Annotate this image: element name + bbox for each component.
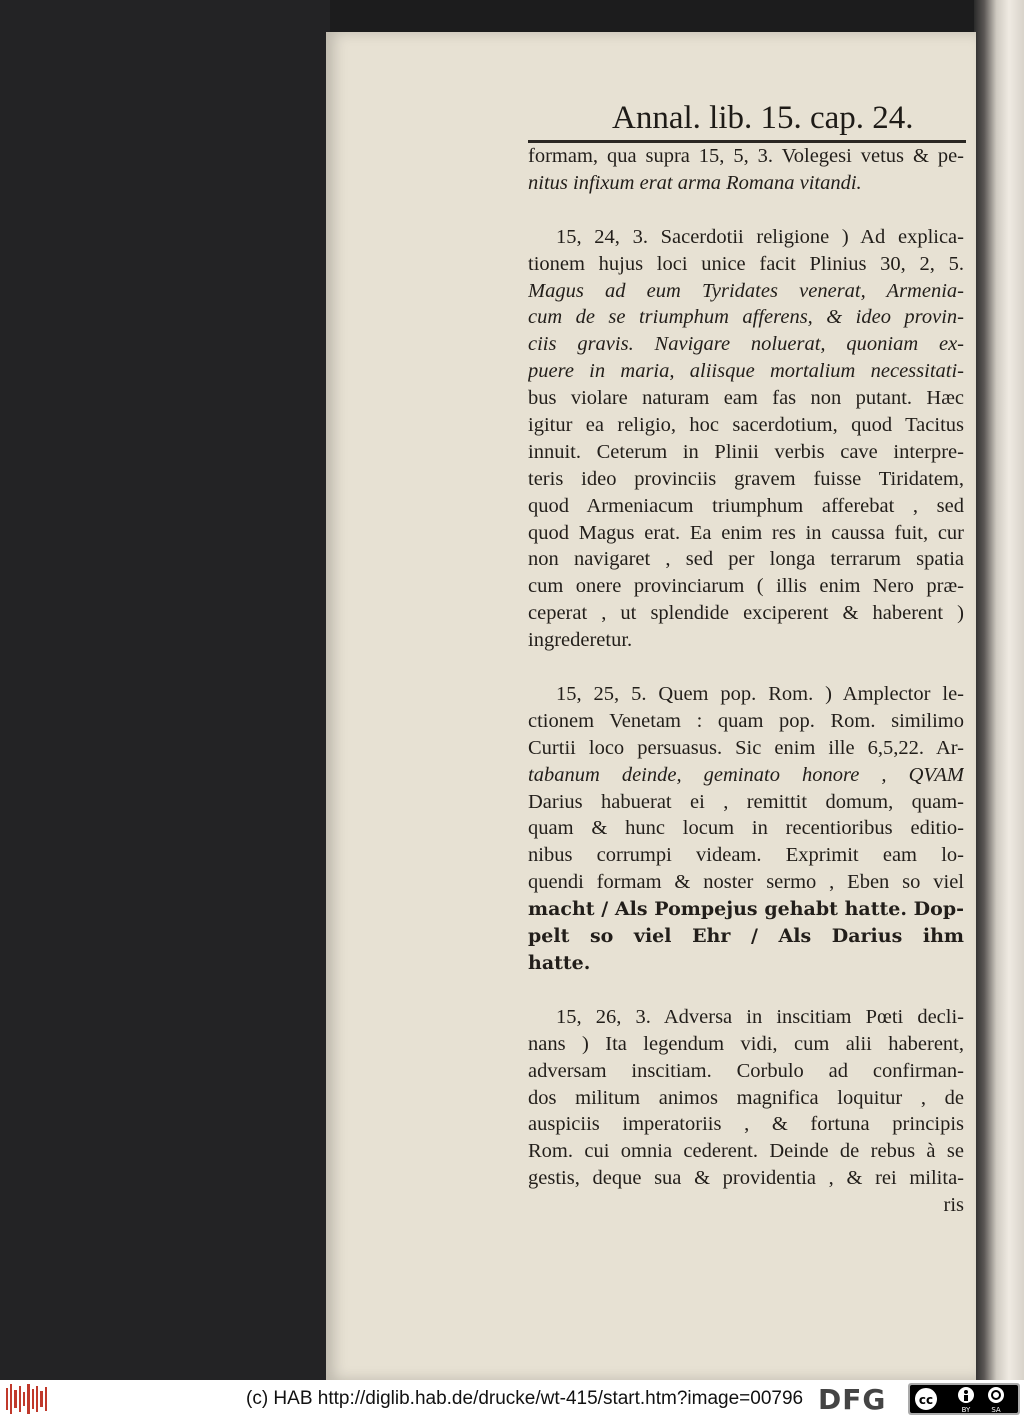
text-line: bus violare naturam eam fas non putant. Hæc: [528, 387, 964, 410]
by-label: BY: [961, 1406, 971, 1414]
text-line: quendi formam & noster sermo , Eben so viel: [528, 871, 964, 894]
text-line: ciis gravis. Navigare noluerat, quoniam ex-: [528, 333, 964, 356]
text-line: dos militum animos magnifica loquitur , de: [528, 1086, 964, 1109]
text-line: cum onere provinciarum ( illis enim Nero præ-: [528, 575, 964, 598]
dfg-logo: DFG: [818, 1383, 887, 1416]
text-line: cum de se triumphum afferens, & ideo provin-: [528, 306, 964, 329]
text-line: nans ) Ita legendum vidi, cum alii haberent,: [528, 1032, 964, 1055]
text-line: pelt so viel Ehr / Als Darius ihm: [528, 925, 964, 948]
text-line: quod Armeniacum triumphum afferebat , sed: [528, 494, 964, 517]
paragraph-gap: [528, 197, 964, 224]
text-line: Darius habuerat ei , remittit domum, quam-: [528, 790, 964, 813]
paragraph-gap: [528, 654, 964, 681]
sa-label: SA: [991, 1406, 1001, 1414]
text-line: teris ideo provinciis gravem fuisse Tiridatem,: [528, 467, 964, 490]
catchword: ris: [943, 1194, 964, 1217]
book-fore-edge: [974, 0, 1024, 1380]
cc-license-icon[interactable]: [908, 1383, 1020, 1415]
text-line: tabanum deinde, geminato honore , QVAM: [528, 763, 964, 786]
credit-link[interactable]: (c) HAB http://diglib.hab.de/drucke/wt-415/start.htm?image=00796: [246, 1388, 804, 1409]
sa-icon: [988, 1387, 1004, 1403]
hab-logo-icon: [6, 1384, 48, 1414]
page-body: [528, 143, 964, 1219]
text-line: 15, 25, 5. Quem pop. Rom. ) Amplector le-: [556, 683, 964, 706]
text-line: ceperat , ut splendide exciperent & haberent ): [528, 602, 964, 625]
text-line: puere in maria, aliisque mortalium necessitati-: [528, 360, 964, 383]
text-line: quam & hunc locum in recentioribus editio-: [528, 817, 964, 840]
scan-background-left: [0, 0, 330, 1380]
running-head: Annal. lib. 15. cap. 24.: [612, 100, 914, 136]
paragraph-gap: [528, 977, 964, 1004]
text-line: nitus infixum erat arma Romana vitandi.: [528, 171, 862, 194]
svg-text:cc: cc: [918, 1393, 934, 1407]
text-line: tionem hujus loci unice facit Plinius 30, 2, 5.: [528, 252, 964, 275]
text-line: quod Magus erat. Ea enim res in caussa fuit, cur: [528, 521, 964, 544]
viewer-footer: [0, 1380, 1024, 1418]
text-line: nibus corrumpi videam. Exprimit eam lo-: [528, 844, 964, 867]
text-line: Curtii loco persuasus. Sic enim ille 6,5,22. Ar-: [528, 736, 964, 759]
text-line: hatte.: [528, 951, 591, 974]
text-line: ingrederetur.: [528, 629, 633, 652]
text-line: adversam inscitiam. Corbulo ad confirman-: [528, 1059, 964, 1082]
text-line: Magus ad eum Tyridates venerat, Armenia-: [528, 279, 964, 302]
text-line: macht / Als Pompejus gehabt hatte. Dop-: [528, 898, 964, 921]
text-line: gestis, deque sua & providentia , & rei milita-: [528, 1167, 964, 1190]
text-line: 15, 24, 3. Sacerdotii religione ) Ad explica-: [556, 225, 964, 248]
text-line: non navigaret , sed per longa terrarum spatia: [528, 548, 964, 571]
text-line: 15, 26, 3. Adversa in inscitiam Pœti decli-: [556, 1005, 964, 1028]
text-line: auspiciis imperatoriis , & fortuna principis: [528, 1113, 964, 1136]
text-line: Rom. cui omnia cederent. Deinde de rebus à se: [528, 1140, 964, 1163]
text-line: igitur ea religio, hoc sacerdotium, quod Tacitus: [528, 414, 964, 437]
text-line: innuit. Ceterum in Plinii verbis cave interpre-: [528, 440, 964, 463]
text-line: ctionem Venetam : quam pop. Rom. similimo: [528, 709, 964, 732]
text-line: formam, qua supra 15, 5, 3. Volegesi vetus & pe-: [528, 145, 964, 167]
